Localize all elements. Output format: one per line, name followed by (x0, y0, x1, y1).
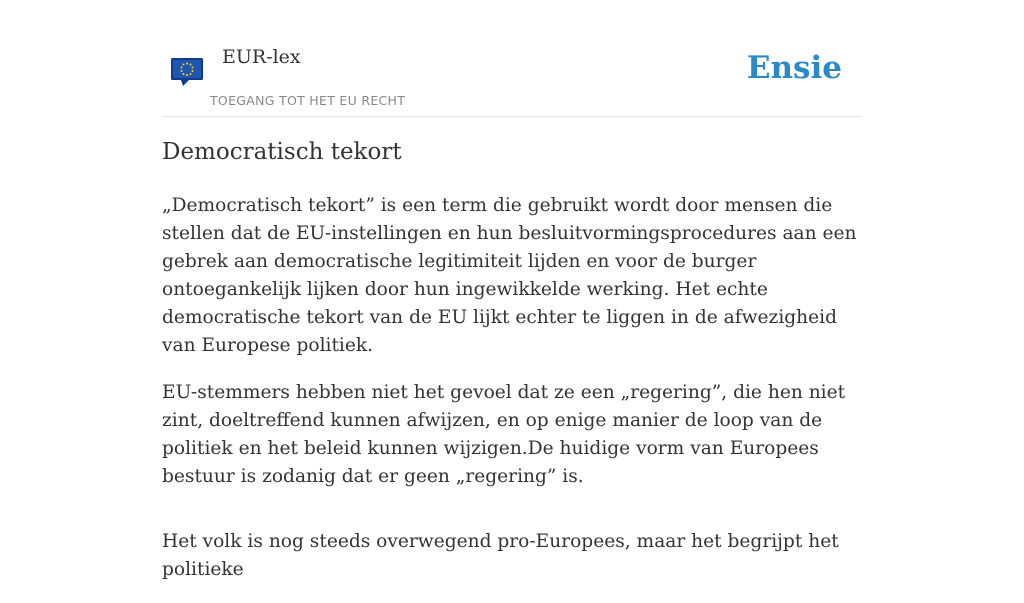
article-paragraph: „Democratisch tekort” is een term die gebruikt wordt door mensen die stellen dat de EU-instellingen en hun besluitvormingsprocedures aan een gebrek aan democratische legitimiteit lijden en voor de burger ontoegankelijk lijken door hun ingewikkelde werking. Het echte democratische tekort van de EU lijkt echter te liggen in de afwezigheid van Europese politiek. (162, 195, 857, 356)
page-header (162, 0, 862, 117)
article-body (162, 192, 862, 603)
source-tagline: TOEGANG TOT HET EU RECHT (210, 93, 406, 108)
brand-logo-link[interactable]: Ensie (746, 50, 842, 86)
article-paragraph: EU-stemmers hebben niet het gevoel dat ze een „regering”, die hen niet zint, doeltreffend kunnen afwijzen, en op enige manier de loop van de politiek en het beleid kunnen wijzigen.De huidige vorm van Europees bestuur is zodanig dat er geen „regering” is. (162, 382, 846, 487)
article-paragraph: Het volk is nog steeds overwegend pro-Europees, maar het begrijpt het politieke (162, 531, 839, 580)
eu-flag-speech-bubble-icon (170, 56, 204, 88)
source-name[interactable]: EUR-lex (222, 46, 301, 68)
page-title: Democratisch tekort (162, 139, 402, 165)
